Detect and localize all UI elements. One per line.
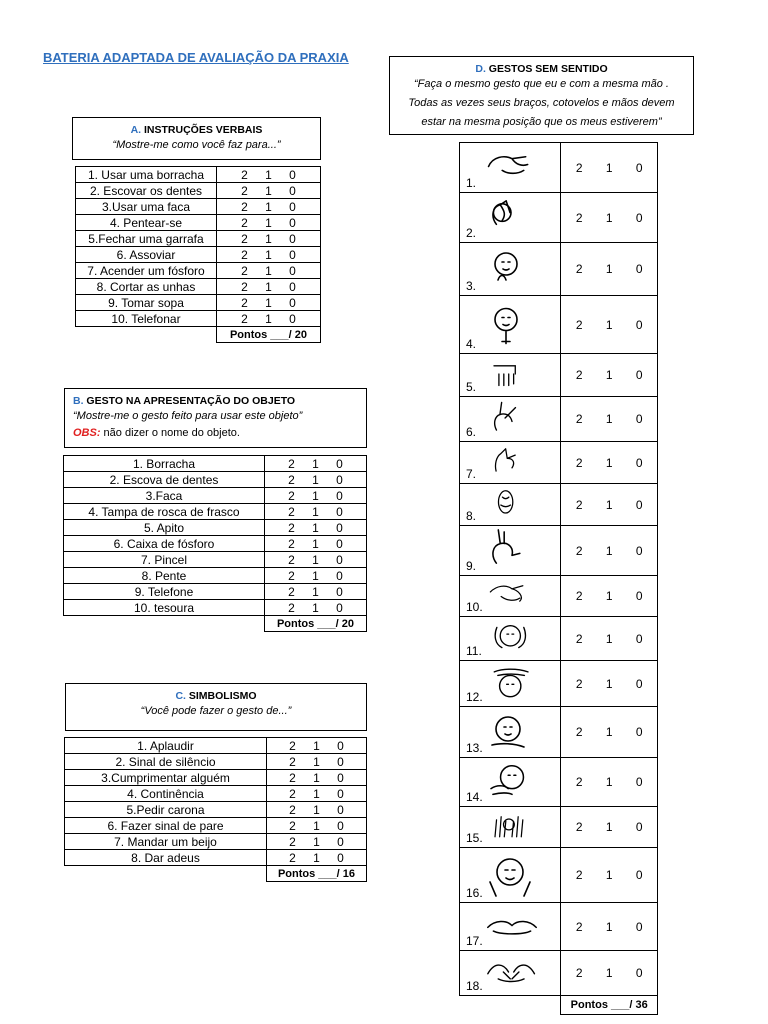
item-label: 8. Cortar as unhas (76, 279, 217, 295)
gesture-row (460, 661, 658, 707)
item-label: 9. Tomar sopa (76, 295, 217, 311)
hand-gesture-icon (482, 195, 542, 238)
score-options: 2 1 0 (561, 296, 658, 354)
score-options: 2 1 0 (561, 848, 658, 903)
section-d-table (459, 142, 658, 1015)
table-row (76, 311, 321, 327)
item-label: 2. Escova de dentes (64, 472, 265, 488)
table-row (65, 786, 367, 802)
points-total: Pontos ___/ 36 (561, 996, 658, 1015)
gesture-row (460, 707, 658, 758)
section-b-obs: OBS: não dizer o nome do objeto. (73, 427, 240, 439)
gesture-row (460, 951, 658, 996)
gesture-number: 6. (466, 425, 477, 439)
score-options: 2 1 0 (267, 770, 367, 786)
table-row (65, 738, 367, 754)
table-row (76, 167, 321, 183)
gesture-row (460, 397, 658, 442)
table-row (64, 456, 367, 472)
score-options: 2 1 0 (561, 951, 658, 996)
hand-gesture-icon (482, 245, 542, 291)
score-options: 2 1 0 (265, 536, 367, 552)
item-label: 1. Aplaudir (65, 738, 267, 754)
gesture-row (460, 354, 658, 397)
item-label: 6. Assoviar (76, 247, 217, 263)
score-options: 2 1 0 (267, 786, 367, 802)
score-options: 2 1 0 (217, 215, 321, 231)
score-options: 2 1 0 (561, 903, 658, 951)
table-row (76, 183, 321, 199)
section-d-line-2: Todas as vezes seus braços, cotovelos e mãos devem (408, 97, 675, 109)
hand-gesture-icon (482, 356, 542, 392)
section-d-heading: D. GESTOS SEM SENTIDO (475, 63, 608, 75)
table-row (76, 215, 321, 231)
score-options: 2 1 0 (265, 552, 367, 568)
score-options: 2 1 0 (265, 600, 367, 616)
score-options: 2 1 0 (217, 311, 321, 327)
hand-gesture-icon (482, 850, 542, 898)
score-options: 2 1 0 (561, 354, 658, 397)
score-options: 2 1 0 (267, 850, 367, 866)
gesture-number: 11. (466, 644, 482, 658)
section-a-prompt: “Mostre-me como você faz para...” (112, 139, 281, 151)
table-row (65, 818, 367, 834)
gesture-row (460, 526, 658, 576)
score-options: 2 1 0 (267, 818, 367, 834)
table-row (65, 850, 367, 866)
gesture-illustration-cell (460, 617, 561, 661)
gesture-illustration-cell (460, 707, 561, 758)
gesture-row (460, 143, 658, 193)
hand-gesture-icon (482, 709, 542, 753)
spacer (76, 327, 217, 343)
points-total: Pontos ___/ 16 (267, 866, 367, 882)
gesture-row (460, 296, 658, 354)
gesture-row (460, 243, 658, 296)
score-options: 2 1 0 (561, 397, 658, 442)
hand-gesture-icon (482, 298, 542, 349)
gesture-row (460, 442, 658, 484)
table-row (76, 263, 321, 279)
hand-gesture-icon (482, 619, 542, 656)
spacer (64, 616, 265, 632)
score-options: 2 1 0 (267, 754, 367, 770)
score-options: 2 1 0 (217, 183, 321, 199)
gesture-illustration-cell (460, 807, 561, 848)
gesture-illustration-cell (460, 526, 561, 576)
item-label: 3.Usar uma faca (76, 199, 217, 215)
table-row (64, 520, 367, 536)
item-label: 3.Cumprimentar alguém (65, 770, 267, 786)
hand-gesture-icon (482, 663, 542, 702)
section-b-header (64, 388, 367, 448)
table-row (65, 802, 367, 818)
gesture-number: 2. (466, 226, 477, 240)
item-label: 7. Mandar um beijo (65, 834, 267, 850)
hand-gesture-icon (482, 145, 542, 188)
table-row (64, 584, 367, 600)
spacer (460, 996, 561, 1015)
item-label: 7. Pincel (64, 552, 265, 568)
gesture-number: 14. (466, 790, 483, 804)
table-row (76, 199, 321, 215)
section-a-table (75, 166, 321, 343)
score-options: 2 1 0 (561, 143, 658, 193)
item-label: 1. Usar uma borracha (76, 167, 217, 183)
item-label: 9. Telefone (64, 584, 265, 600)
hand-gesture-icon (482, 905, 542, 946)
table-row (65, 770, 367, 786)
gesture-number: 10. (466, 600, 483, 614)
item-label: 8. Dar adeus (65, 850, 267, 866)
table-row (76, 295, 321, 311)
gesture-row (460, 758, 658, 807)
gesture-number: 3. (466, 279, 477, 293)
item-label: 8. Pente (64, 568, 265, 584)
score-options: 2 1 0 (217, 199, 321, 215)
section-a-heading: A. INSTRUÇÕES VERBAIS (130, 124, 263, 136)
gesture-row (460, 617, 658, 661)
gesture-illustration-cell (460, 661, 561, 707)
item-label: 6. Caixa de fósforo (64, 536, 265, 552)
item-label: 2. Escovar os dentes (76, 183, 217, 199)
hand-gesture-icon (482, 578, 542, 612)
hand-gesture-icon (482, 528, 542, 571)
item-label: 4. Pentear-se (76, 215, 217, 231)
item-label: 7. Acender um fósforo (76, 263, 217, 279)
section-d-line-3: estar na mesma posição que os meus estiverem” (421, 116, 662, 128)
score-options: 2 1 0 (561, 758, 658, 807)
hand-gesture-icon (482, 809, 542, 843)
points-total: Pontos ___/ 20 (217, 327, 321, 343)
item-label: 4. Tampa de rosca de frasco (64, 504, 265, 520)
table-row (64, 552, 367, 568)
gesture-number: 9. (466, 559, 477, 573)
gesture-number: 1. (466, 176, 477, 190)
gesture-number: 5. (466, 380, 477, 394)
gesture-illustration-cell (460, 576, 561, 617)
score-options: 2 1 0 (561, 807, 658, 848)
score-options: 2 1 0 (267, 802, 367, 818)
gesture-number: 4. (466, 337, 477, 351)
score-options: 2 1 0 (561, 243, 658, 296)
section-b-table (63, 455, 367, 632)
score-options: 2 1 0 (217, 167, 321, 183)
table-row (64, 472, 367, 488)
gesture-row (460, 484, 658, 526)
score-options: 2 1 0 (217, 263, 321, 279)
score-options: 2 1 0 (561, 707, 658, 758)
gesture-number: 18. (466, 979, 483, 993)
gesture-row (460, 903, 658, 951)
score-options: 2 1 0 (561, 526, 658, 576)
score-options: 2 1 0 (265, 472, 367, 488)
gesture-row (460, 848, 658, 903)
section-d-line-1: “Faça o mesmo gesto que eu e com a mesma mão . (414, 78, 669, 90)
document-title: BATERIA ADAPTADA DE AVALIAÇÃO DA PRAXIA (43, 50, 349, 65)
score-options: 2 1 0 (561, 661, 658, 707)
table-row (64, 568, 367, 584)
gesture-illustration-cell (460, 903, 561, 951)
spacer (65, 866, 267, 882)
section-b-prompt: “Mostre-me o gesto feito para usar este objeto” (73, 410, 303, 422)
table-row (64, 600, 367, 616)
points-total: Pontos ___/ 20 (265, 616, 367, 632)
item-label: 10. Telefonar (76, 311, 217, 327)
gesture-illustration-cell (460, 484, 561, 526)
gesture-number: 8. (466, 509, 477, 523)
gesture-illustration-cell (460, 758, 561, 807)
gesture-number: 17. (466, 934, 483, 948)
gesture-illustration-cell (460, 193, 561, 243)
section-c-heading: C. SIMBOLISMO (175, 690, 257, 702)
score-options: 2 1 0 (561, 484, 658, 526)
gesture-number: 15. (466, 831, 483, 845)
item-label: 10. tesoura (64, 600, 265, 616)
table-row (76, 231, 321, 247)
score-options: 2 1 0 (265, 504, 367, 520)
section-c-table (64, 737, 367, 882)
score-options: 2 1 0 (217, 279, 321, 295)
table-row (65, 834, 367, 850)
item-label: 1. Borracha (64, 456, 265, 472)
score-options: 2 1 0 (265, 520, 367, 536)
gesture-number: 12. (466, 690, 483, 704)
gesture-illustration-cell (460, 442, 561, 484)
item-label: 3.Faca (64, 488, 265, 504)
gesture-row (460, 576, 658, 617)
item-label: 5. Apito (64, 520, 265, 536)
score-options: 2 1 0 (265, 568, 367, 584)
score-options: 2 1 0 (217, 295, 321, 311)
table-row (64, 504, 367, 520)
hand-gesture-icon (482, 399, 542, 437)
section-c-header (65, 683, 367, 731)
item-label: 2. Sinal de silêncio (65, 754, 267, 770)
item-label: 5.Pedir carona (65, 802, 267, 818)
hand-gesture-icon (482, 760, 542, 802)
section-d-header (389, 56, 694, 135)
item-label: 5.Fechar uma garrafa (76, 231, 217, 247)
item-label: 4. Continência (65, 786, 267, 802)
table-row (64, 536, 367, 552)
item-label: 6. Fazer sinal de pare (65, 818, 267, 834)
table-row (64, 488, 367, 504)
gesture-row (460, 807, 658, 848)
gesture-illustration-cell (460, 354, 561, 397)
section-c-prompt: “Você pode fazer o gesto de...” (140, 705, 292, 717)
section-b-heading: B. GESTO NA APRESENTAÇÃO DO OBJETO (73, 395, 296, 407)
score-options: 2 1 0 (561, 442, 658, 484)
table-row (76, 247, 321, 263)
section-a-header (72, 117, 321, 160)
hand-gesture-icon (482, 486, 542, 521)
score-options: 2 1 0 (561, 576, 658, 617)
gesture-number: 7. (466, 467, 477, 481)
gesture-illustration-cell (460, 296, 561, 354)
gesture-illustration-cell (460, 951, 561, 996)
table-row (76, 279, 321, 295)
score-options: 2 1 0 (267, 834, 367, 850)
score-options: 2 1 0 (265, 456, 367, 472)
gesture-number: 13. (466, 741, 483, 755)
gesture-illustration-cell (460, 143, 561, 193)
gesture-illustration-cell (460, 848, 561, 903)
score-options: 2 1 0 (561, 193, 658, 243)
hand-gesture-icon (482, 444, 542, 479)
gesture-illustration-cell (460, 397, 561, 442)
gesture-illustration-cell (460, 243, 561, 296)
score-options: 2 1 0 (265, 488, 367, 504)
score-options: 2 1 0 (561, 617, 658, 661)
gesture-row (460, 193, 658, 243)
score-options: 2 1 0 (265, 584, 367, 600)
hand-gesture-icon (482, 953, 542, 991)
score-options: 2 1 0 (267, 738, 367, 754)
score-options: 2 1 0 (217, 247, 321, 263)
gesture-number: 16. (466, 886, 483, 900)
table-row (65, 754, 367, 770)
score-options: 2 1 0 (217, 231, 321, 247)
